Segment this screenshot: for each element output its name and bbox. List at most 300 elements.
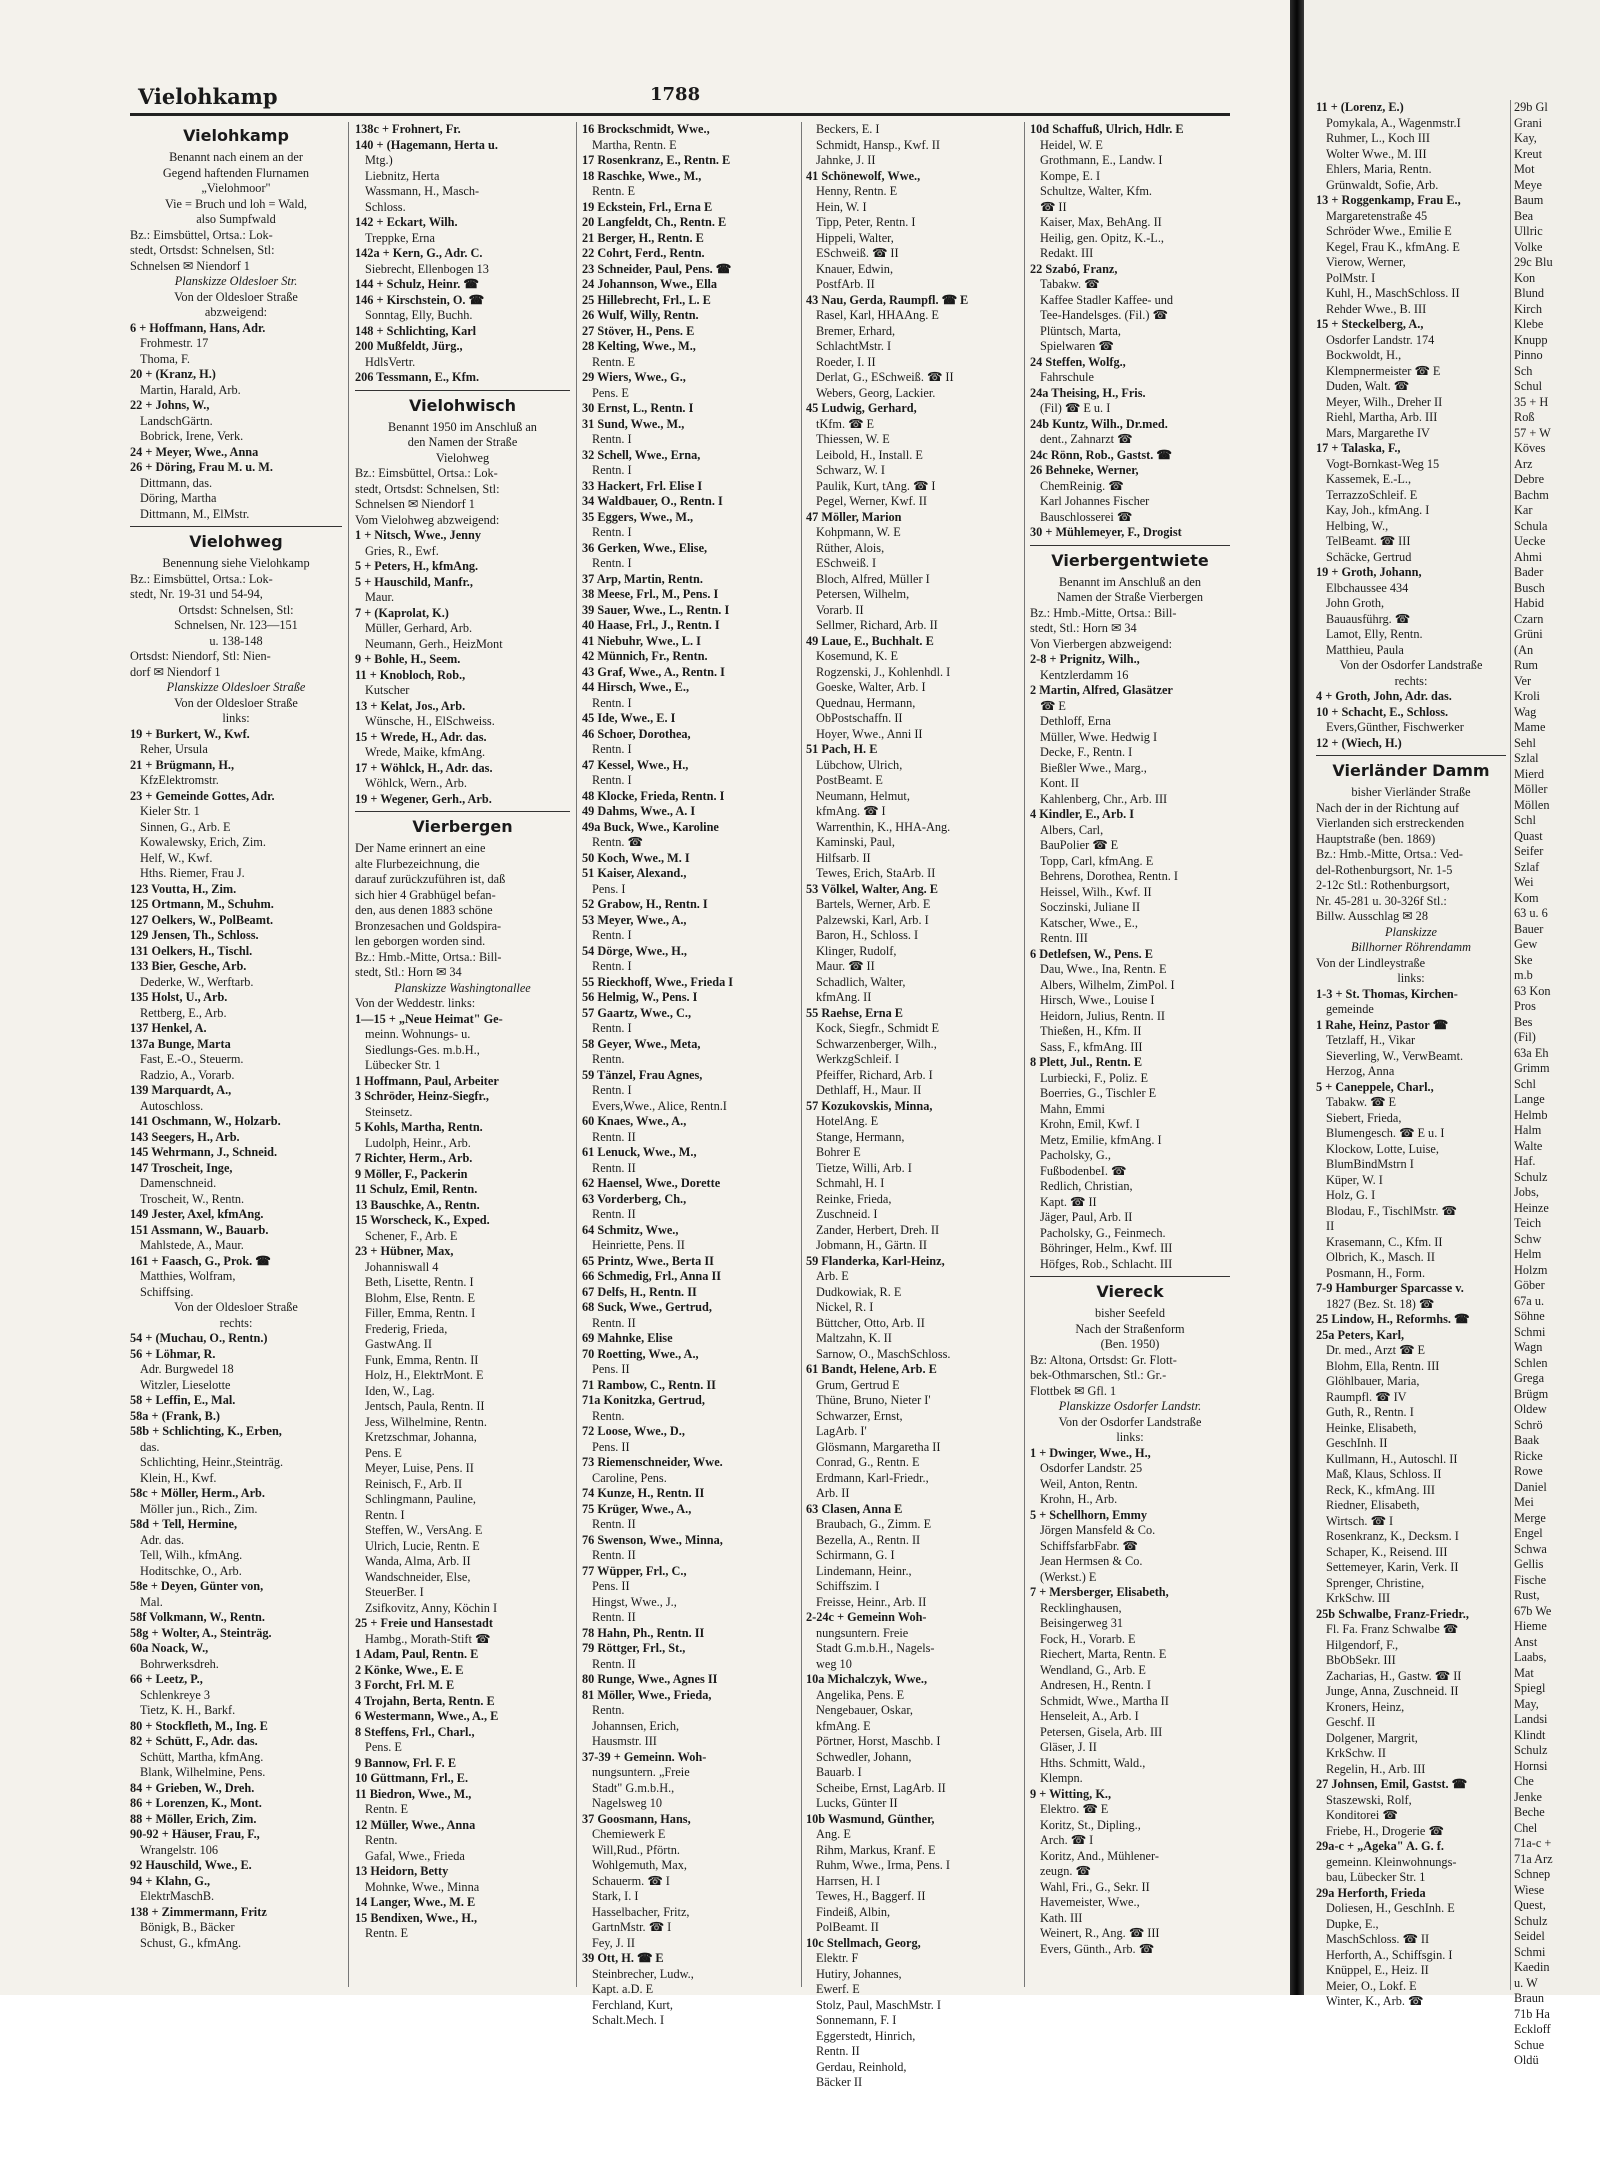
house-entry: 15 + Wrede, H., Adr. das. xyxy=(355,729,487,744)
house-entry: 4 + Groth, John, Adr. das. xyxy=(1316,689,1452,703)
house-entry: 49 Laue, E., Buchhalt. E xyxy=(806,633,934,648)
cut-text-fragment: Grani xyxy=(1514,115,1542,130)
street-note: Nach der Straßenform xyxy=(1075,1321,1185,1336)
cut-text-fragment: Knupp xyxy=(1514,332,1548,347)
directory-column-5 xyxy=(1030,122,1230,1987)
resident-entry: Caroline, Pens. xyxy=(592,1470,667,1485)
resident-entry: Schwarzer, Ernst, xyxy=(816,1408,903,1423)
resident-entry: Rüther, Alois, xyxy=(816,540,885,555)
house-entry: 1 + Nitsch, Wwe., Jenny xyxy=(355,528,481,542)
resident-entry: Rihm, Markus, Kranf. E xyxy=(816,1842,936,1857)
resident-entry: weg 10 xyxy=(816,1656,852,1671)
resident-entry: Petersen, Gisela, Arb. III xyxy=(1040,1724,1163,1739)
resident-entry: Schmidt, Hansp., Kwf. II xyxy=(816,137,940,152)
resident-entry: Kath. III xyxy=(1040,1910,1083,1925)
street-note: Von der Osdorfer Landstraße xyxy=(1058,1414,1202,1429)
house-entry: 142a + Kern, G., Adr. C. xyxy=(355,246,483,260)
resident-entry: Ulrich, Lucie, Rentn. E xyxy=(365,1538,480,1553)
street-note: „Vielohmoor" xyxy=(201,181,271,195)
section-rule xyxy=(1030,1276,1230,1277)
resident-entry: Kroners, Heinz, xyxy=(1326,1699,1405,1714)
resident-entry: Rentn. I xyxy=(592,959,632,973)
resident-entry: Grothmann, E., Landw. I xyxy=(1040,153,1163,167)
resident-entry: Recklinghausen, xyxy=(1040,1600,1122,1615)
resident-entry: Friebe, H., Drogerie ☎ xyxy=(1326,1823,1444,1838)
house-entry: 17 Rosenkranz, E., Rentn. E xyxy=(582,153,731,167)
cut-text-fragment: Schulz xyxy=(1514,1169,1548,1184)
cut-text-fragment: Möller xyxy=(1514,782,1548,796)
resident-entry: Bohrwerksdreh. xyxy=(140,1656,219,1671)
resident-entry: meinn. Wohnungs- u. xyxy=(365,1027,471,1041)
house-entry: 29a-c + „Ageka" A. G. f. xyxy=(1316,1839,1444,1853)
resident-entry: Neumann, Helmut, xyxy=(816,788,910,803)
house-entry: 76 Swenson, Wwe., Minna, xyxy=(582,1532,723,1547)
house-entry: 29a Herforth, Frieda xyxy=(1316,1885,1426,1900)
resident-entry: kfmAng. E xyxy=(816,1718,871,1733)
resident-entry: Winter, K., Arb. ☎ xyxy=(1326,1994,1424,2008)
resident-entry: PolBeamt. II xyxy=(816,1920,879,1934)
resident-entry: Klempn. xyxy=(1040,1771,1083,1785)
resident-entry: Dethloff, Erna xyxy=(1040,714,1111,728)
resident-entry: Dolgener, Margrit, xyxy=(1326,1730,1418,1745)
resident-entry: Siebert, Frieda, xyxy=(1326,1110,1402,1125)
resident-entry: ChemReinig. ☎ xyxy=(1040,478,1124,493)
house-entry: 1-3 + St. Thomas, Kirchen- xyxy=(1316,986,1458,1001)
resident-entry: Hein, W. I xyxy=(816,199,867,214)
resident-entry: Heilig, gen. Opitz, K.-L., xyxy=(1040,230,1164,245)
resident-entry: Pens. E xyxy=(592,385,629,400)
resident-entry: Kutscher xyxy=(365,683,410,697)
house-entry: 1 + Dwinger, Wwe., H., xyxy=(1030,1445,1151,1460)
resident-entry: Pegel, Werner, Kwf. II xyxy=(816,494,927,508)
house-entry: 22 + Johns, W., xyxy=(130,398,210,412)
house-entry: 22 Cohrt, Ferd., Rentn. xyxy=(582,246,705,260)
resident-entry: Bobrick, Irene, Verk. xyxy=(140,429,244,443)
resident-entry: Rentn. I xyxy=(592,463,632,477)
resident-entry: Nengebauer, Oskar, xyxy=(816,1703,914,1717)
street-note: Schnelsen ✉ Niendorf 1 xyxy=(355,497,475,511)
house-entry: 22 Szabó, Franz, xyxy=(1030,261,1118,276)
house-entry: 25 Lindow, H., Reformhs. ☎ xyxy=(1316,1312,1470,1326)
resident-entry: Jess, Wilhelmine, Rentn. xyxy=(365,1414,487,1429)
street-note: Von Vierbergen abzweigend: xyxy=(1030,636,1173,651)
resident-entry: Kassemek, E.-L., xyxy=(1326,472,1412,486)
house-entry: 63 Clasen, Anna E xyxy=(806,1501,903,1516)
resident-entry: Lucks, Günter II xyxy=(816,1796,898,1810)
house-entry: 17 + Talaska, F., xyxy=(1316,441,1401,455)
resident-entry: Schirmann, G. I xyxy=(816,1548,895,1562)
running-title: Vielohkamp xyxy=(138,84,278,109)
house-entry: 11 Schulz, Emil, Rentn. xyxy=(355,1182,478,1196)
resident-entry: Hoditschke, O., Arb. xyxy=(140,1563,242,1578)
resident-entry: Meyer, Luise, Pens. II xyxy=(365,1461,474,1475)
resident-entry: Schlichting, Heinr.,Steinträg. xyxy=(140,1455,284,1469)
house-entry: 11 + Knobloch, Rob., xyxy=(355,667,466,682)
page-number: 1788 xyxy=(650,84,701,105)
house-entry: 2-8 + Prignitz, Wilh., xyxy=(1030,652,1140,666)
resident-entry: Zuschneid. I xyxy=(816,1207,878,1221)
cut-text-fragment: Eckloff xyxy=(1514,2022,1551,2036)
resident-entry: SteuerBer. I xyxy=(365,1585,424,1599)
resident-entry: Redlich, Christian, xyxy=(1040,1179,1133,1193)
resident-entry: Rogzenski, J., Kohlenhdl. I xyxy=(816,664,951,679)
resident-entry: Wünsche, H., ElSchweiss. xyxy=(365,714,495,728)
house-entry: 146 + Kirschstein, O. ☎ xyxy=(355,292,484,307)
cut-text-fragment: Schulz xyxy=(1514,1913,1548,1928)
house-entry: 145 Wehrmann, J., Schneid. xyxy=(130,1145,278,1159)
resident-entry: Blumengesch. ☎ E u. I xyxy=(1326,1126,1445,1140)
resident-entry: Jobmann, H., Gärtn. II xyxy=(816,1238,927,1252)
house-entry: 41 Schönewolf, Wwe., xyxy=(806,168,921,183)
cut-text-fragment: Schue xyxy=(1514,2037,1545,2052)
cut-text-fragment: Volke xyxy=(1514,239,1543,254)
house-entry: 58g + Wolter, A., Steinträg. xyxy=(130,1625,272,1640)
house-entry: 27 Johnsen, Emil, Gastst. ☎ xyxy=(1316,1777,1467,1791)
resident-entry: Kock, Siegfr., Schmidt E xyxy=(816,1021,939,1035)
resident-entry: Elbchaussee 434 xyxy=(1326,580,1409,595)
street-heading: Vielohweg xyxy=(189,532,283,551)
resident-entry: Martha, Rentn. E xyxy=(592,137,677,152)
cut-text-fragment: Rum xyxy=(1514,658,1538,672)
resident-entry: Gries, R., Ewf. xyxy=(365,543,439,558)
house-entry: 137a Bunge, Marta xyxy=(130,1036,231,1051)
house-entry: 80 + Stockfleth, M., Ing. E xyxy=(130,1718,268,1733)
resident-entry: Rosenkranz, K., Decksm. I xyxy=(1326,1529,1459,1543)
resident-entry: ☎ II xyxy=(1040,199,1067,214)
resident-entry: Wohlgemuth, Max, xyxy=(592,1858,687,1872)
street-note: bek-Othmarschen, Stl.: Gr.- xyxy=(1030,1368,1167,1382)
resident-entry: BbObSekr. III xyxy=(1326,1653,1396,1667)
resident-entry: Krohn, H., Arb. xyxy=(1040,1492,1118,1506)
resident-entry: Andresen, H., Rentn. I xyxy=(1040,1678,1151,1692)
resident-entry: Schmidt, Wwe., Martha II xyxy=(1040,1693,1169,1708)
resident-entry: (Werkst.) E xyxy=(1040,1569,1097,1584)
resident-entry: Johannsen, Erich, xyxy=(592,1718,680,1733)
resident-entry: Rentn. II xyxy=(592,1160,636,1175)
resident-entry: Weil, Anton, Rentn. xyxy=(1040,1476,1138,1491)
resident-entry: dent., Zahnarzt ☎ xyxy=(1040,432,1133,446)
resident-entry: Katscher, Wwe., E., xyxy=(1040,915,1138,930)
resident-entry: Höfges, Rob., Schlacht. III xyxy=(1040,1256,1173,1271)
resident-entry: Will,Rud., Pförtn. xyxy=(592,1842,680,1857)
resident-entry: Kuhl, H., MaschSchloss. II xyxy=(1326,286,1460,300)
resident-entry: Hambg., Morath-Stift ☎ xyxy=(365,1631,491,1646)
house-entry: 68 Suck, Wwe., Gertrud, xyxy=(582,1300,712,1314)
house-entry: 24 Steffen, Wolfg., xyxy=(1030,354,1126,369)
house-entry: 10a Michalczyk, Wwe., xyxy=(806,1672,928,1686)
resident-entry: Koritz, And., Mühlener- xyxy=(1040,1848,1159,1863)
resident-entry: Nickel, R. I xyxy=(816,1300,874,1314)
house-entry: 9 Möller, F., Packerin xyxy=(355,1166,468,1181)
resident-entry: Lübchow, Ulrich, xyxy=(816,757,903,772)
cut-text-fragment: Mame xyxy=(1514,720,1546,734)
resident-entry: Hilfsarb. II xyxy=(816,850,871,865)
resident-entry: Schalt.Mech. I xyxy=(592,2013,665,2027)
house-entry: 28 Kelting, Wwe., M., xyxy=(582,339,696,353)
house-entry: 61 Lenuck, Wwe., M., xyxy=(582,1145,697,1159)
resident-entry: Wrede, Maike, kfmAng. xyxy=(365,745,486,759)
resident-entry: Böhringer, Helm., Kwf. III xyxy=(1040,1241,1173,1255)
cut-text-fragment: Uecke xyxy=(1514,534,1546,548)
cut-text-fragment: Kaedin xyxy=(1514,1960,1550,1974)
cut-text-fragment: (Fil) xyxy=(1514,1030,1536,1044)
cut-text-fragment: Sehl xyxy=(1514,735,1536,750)
house-entry: 5 + Hauschild, Manfr., xyxy=(355,574,473,589)
house-entry: 127 Oelkers, W., PolBeamt. xyxy=(130,912,274,927)
street-note: alte Flurbezeichnung, die xyxy=(355,856,480,871)
plan-reference: Planskizze Oldesloer Straße xyxy=(166,680,306,694)
house-entry: 26 Wulf, Willy, Rentn. xyxy=(582,308,699,322)
resident-entry: Sass, F., kfmAng. III xyxy=(1040,1039,1143,1054)
resident-entry: Ruhmer, L., Koch III xyxy=(1326,131,1431,145)
resident-entry: Wahl, Fri., G., Sekr. II xyxy=(1040,1879,1150,1894)
house-entry: 129 Jensen, Th., Schloss. xyxy=(130,928,259,942)
adjacent-page-fragment xyxy=(1304,0,1600,2067)
house-entry: 77 Wüpper, Frl., C., xyxy=(582,1563,687,1578)
resident-entry: Bönigk, B., Bäcker xyxy=(140,1920,235,1934)
resident-entry: Dittmann, das. xyxy=(140,475,213,490)
resident-entry: Guth, R., Rentn. I xyxy=(1326,1405,1414,1419)
house-entry: 1 Rahe, Heinz, Pastor ☎ xyxy=(1316,1017,1448,1032)
house-entry: 58 + Leffin, E., Mal. xyxy=(130,1393,236,1407)
cut-text-fragment: Halm xyxy=(1514,1123,1542,1137)
cut-text-fragment: Sch xyxy=(1514,363,1533,378)
resident-entry: Schütt, Martha, kfmAng. xyxy=(140,1749,264,1764)
resident-entry: Sonntag, Elly, Buchh. xyxy=(365,308,473,322)
street-note: links: xyxy=(1116,1430,1144,1444)
cut-text-fragment: 29c Blu xyxy=(1514,255,1553,269)
resident-entry: TelBeamt. ☎ III xyxy=(1326,534,1411,548)
resident-entry: Treppke, Erna xyxy=(365,230,435,245)
resident-entry: Kretzschmar, Johanna, xyxy=(365,1430,477,1444)
resident-entry: Pomykala, A., Wagenmstr.I xyxy=(1326,115,1461,130)
street-note: Schnelsen, Nr. 123—151 xyxy=(174,618,298,632)
resident-entry: Stadt G.m.b.H., Nagels- xyxy=(816,1641,935,1655)
house-entry: 2 Martin, Alfred, Glasätzer xyxy=(1030,683,1173,697)
resident-entry: WerkzgSchleif. I xyxy=(816,1052,900,1066)
house-entry: 84 + Grieben, W., Dreh. xyxy=(130,1780,255,1795)
resident-entry: Derlat, G., ESchweiß. ☎ II xyxy=(816,370,954,384)
resident-entry: Pens. II xyxy=(592,1362,630,1376)
resident-entry: Fl. Fa. Franz Schwalbe ☎ xyxy=(1326,1622,1459,1636)
resident-entry: Regelin, H., Arb. III xyxy=(1326,1761,1426,1776)
resident-entry: Heissel, Wilh., Kwf. II xyxy=(1040,884,1152,899)
plan-reference: Planskizze Washingtonallee xyxy=(394,980,531,995)
resident-entry: Bohrer E xyxy=(816,1145,861,1159)
resident-entry: Hths. Schmitt, Wald., xyxy=(1040,1755,1146,1770)
house-entry: 13 + Kelat, Jos., Arb. xyxy=(355,698,466,713)
resident-entry: GeschInh. II xyxy=(1326,1436,1388,1450)
resident-entry: Riechert, Marta, Rentn. E xyxy=(1040,1647,1167,1661)
street-note: Benennung siehe Vielohkamp xyxy=(162,556,310,570)
street-note: darauf zurückzuführen ist, daß xyxy=(355,872,506,886)
resident-entry: Lindemann, Heinr., xyxy=(816,1563,912,1578)
house-entry: 79 Röttger, Frl., St., xyxy=(582,1641,686,1655)
street-note: bisher Seefeld xyxy=(1095,1306,1165,1320)
cut-text-fragment: Debre xyxy=(1514,472,1545,486)
resident-entry: GartnMstr. ☎ I xyxy=(592,1920,672,1934)
cut-text-fragment: Seidel xyxy=(1514,1929,1545,1943)
resident-entry: Knüppel, E., Heiz. II xyxy=(1326,1963,1429,1977)
resident-entry: PolMstr. I xyxy=(1326,270,1376,285)
resident-entry: Pörtner, Horst, Maschb. I xyxy=(816,1734,941,1748)
resident-entry: Glösmann, Margaretha II xyxy=(816,1439,941,1454)
house-entry: 12 Müller, Wwe., Anna xyxy=(355,1817,476,1832)
resident-entry: das. xyxy=(140,1439,160,1454)
resident-entry: ☎ E xyxy=(1040,698,1066,713)
resident-entry: Rentn. I xyxy=(592,773,632,787)
cut-text-fragment: Helm xyxy=(1514,1247,1542,1261)
resident-entry: Gafal, Wwe., Frieda xyxy=(365,1848,465,1863)
cut-text-fragment: 57 + W xyxy=(1514,425,1551,440)
cut-text-fragment: Baum xyxy=(1514,193,1544,207)
cut-text-fragment: Wag xyxy=(1514,704,1537,719)
house-entry: 19 + Groth, Johann, xyxy=(1316,565,1422,579)
house-entry: 59 Tänzel, Frau Agnes, xyxy=(582,1067,703,1082)
house-entry: 29 Wiers, Wwe., G., xyxy=(582,370,686,384)
street-note: Der Name erinnert an eine xyxy=(355,841,486,855)
street-note: Von der Oldesloer Straße xyxy=(174,1300,298,1314)
resident-entry: Posmann, H., Form. xyxy=(1326,1265,1426,1280)
street-note: stedt, Ortsdst: Schnelsen, Stl: xyxy=(355,481,500,496)
cut-text-fragment: Rowe xyxy=(1514,1464,1543,1478)
house-entry: 58 Geyer, Wwe., Meta, xyxy=(582,1036,701,1051)
resident-entry: Blohm, Ella, Rentn. III xyxy=(1326,1358,1440,1373)
house-entry: 4 Trojahn, Berta, Rentn. E xyxy=(355,1693,495,1708)
resident-entry: Rentn. E xyxy=(592,184,636,198)
resident-entry: Arb. E xyxy=(816,1269,849,1283)
house-entry: 7 Richter, Herm., Arb. xyxy=(355,1151,473,1165)
cut-text-fragment: Braun xyxy=(1514,1991,1545,2005)
resident-entry: Koritz, St., Dipling., xyxy=(1040,1817,1141,1832)
house-entry: 65 Printz, Wwe., Berta II xyxy=(582,1253,714,1268)
resident-entry: Mal. xyxy=(140,1594,163,1609)
cut-text-fragment: Czarn xyxy=(1514,611,1544,626)
resident-entry: Mohnke, Wwe., Minna xyxy=(365,1879,480,1894)
house-entry: 27 Stöver, H., Pens. E xyxy=(582,323,695,338)
resident-entry: Grünwaldt, Sofie, Arb. xyxy=(1326,177,1439,192)
adjacent-page-cut-column xyxy=(1514,100,1600,2067)
resident-entry: Fast, E.-O., Steuerm. xyxy=(140,1052,244,1066)
resident-entry: Dederke, W., Werftarb. xyxy=(140,974,254,989)
resident-entry: Hausmstr. III xyxy=(592,1734,657,1748)
cut-text-fragment: 67b We xyxy=(1514,1603,1552,1618)
resident-entry: Knauer, Edwin, xyxy=(816,261,894,276)
resident-entry: Weinert, R., Ang. ☎ III xyxy=(1040,1926,1160,1940)
directory-column-4 xyxy=(806,122,1019,2089)
cut-text-fragment: Szlaf xyxy=(1514,859,1540,874)
house-entry: 21 + Brügmann, H., xyxy=(130,757,235,772)
house-entry: 6 + Hoffmann, Hans, Adr. xyxy=(130,320,266,335)
resident-entry: Topp, Carl, kfmAng. E xyxy=(1040,853,1154,868)
house-entry: 36 Gerken, Wwe., Elise, xyxy=(582,540,708,555)
resident-entry: Conrad, G., Rentn. E xyxy=(816,1455,920,1469)
house-entry: 74 Kunze, H., Rentn. II xyxy=(582,1486,705,1500)
resident-entry: Schauerm. ☎ I xyxy=(592,1873,670,1888)
house-entry: 45 Ide, Wwe., E. I xyxy=(582,711,676,725)
resident-entry: Findeiß, Albin, xyxy=(816,1904,891,1919)
resident-entry: Rentn. I xyxy=(592,556,632,570)
house-entry: 56 Helmig, W., Pens. I xyxy=(582,990,698,1004)
house-entry: 40 Haase, Frl., J., Rentn. I xyxy=(582,618,720,632)
resident-entry: Kapt. ☎ II xyxy=(1040,1194,1097,1209)
street-note: Benannt nach einem an der xyxy=(169,150,303,164)
house-entry: 10b Wasmund, Günther, xyxy=(806,1811,935,1826)
resident-entry: Rettberg, E., Arb. xyxy=(140,1005,227,1020)
street-note: links: xyxy=(1397,971,1425,985)
cut-text-fragment: Kom xyxy=(1514,890,1539,905)
resident-entry: Stadt" G.m.b.H., xyxy=(592,1780,675,1795)
house-entry: 6 Detlefsen, W., Pens. E xyxy=(1030,946,1153,961)
resident-entry: Frederig, Frieda, xyxy=(365,1321,448,1336)
resident-entry: Tietz, K. H., Barkf. xyxy=(140,1703,236,1717)
resident-entry: Hutiry, Johannes, xyxy=(816,1966,902,1981)
house-entry: 123 Voutta, H., Zim. xyxy=(130,881,237,896)
resident-entry: Ludolph, Heinr., Arb. xyxy=(365,1135,471,1150)
resident-entry: Sinnen, G., Arb. E xyxy=(140,819,231,834)
resident-entry: Rentn. xyxy=(592,1052,625,1066)
cut-text-fragment: Schl xyxy=(1514,813,1536,827)
house-entry: 90-92 + Häuser, Frau, F., xyxy=(130,1827,260,1841)
house-entry: 58a + (Frank, B.) xyxy=(130,1408,221,1423)
house-entry: 41 Niebuhr, Wwe., L. I xyxy=(582,633,701,648)
house-entry: 24a Theising, H., Fris. xyxy=(1030,385,1146,400)
cut-text-fragment: Pinno xyxy=(1514,348,1543,362)
resident-entry: Plüntsch, Marta, xyxy=(1040,323,1121,338)
house-entry: 7-9 Hamburger Sparcasse v. xyxy=(1316,1281,1464,1295)
street-note: stedt, Ortsdst: Schnelsen, Stl: xyxy=(130,243,275,257)
resident-entry: Dr. med., Arzt ☎ E xyxy=(1326,1343,1425,1357)
resident-entry: Rentn. I xyxy=(592,695,632,710)
house-entry: 56 + Löhmar, R. xyxy=(130,1346,216,1361)
resident-entry: Kohpmann, W. E xyxy=(816,525,901,539)
resident-entry: Fey, J. II xyxy=(592,1935,635,1950)
resident-entry: Maß, Klaus, Schloss. II xyxy=(1326,1467,1442,1481)
cut-text-fragment: Klebe xyxy=(1514,317,1544,331)
resident-entry: Krohn, Emil, Kwf. I xyxy=(1040,1117,1140,1131)
section-rule xyxy=(355,811,570,812)
resident-entry: Reher, Ursula xyxy=(140,742,208,756)
cut-text-fragment: Chel xyxy=(1514,1820,1538,1835)
street-heading: Vierbergen xyxy=(412,817,513,836)
house-entry: 57 Kozukovskis, Minna, xyxy=(806,1098,933,1113)
house-entry: 25b Schwalbe, Franz-Friedr., xyxy=(1316,1606,1469,1621)
resident-entry: Maur. ☎ II xyxy=(816,959,875,973)
street-note: Von der Osdorfer Landstraße xyxy=(1339,658,1483,672)
house-entry: 66 Schmedig, Frl., Anna II xyxy=(582,1269,722,1283)
resident-entry: Schust, G., kfmAng. xyxy=(140,1935,242,1950)
cut-text-fragment: Ahmi xyxy=(1514,549,1543,564)
adjacent-page-column xyxy=(1316,100,1506,2008)
house-entry: 7 + (Kaprolat, K.) xyxy=(355,605,449,620)
street-note: stedt, Nr. 19-31 und 54-94, xyxy=(130,587,263,601)
cut-text-fragment: Oldew xyxy=(1514,1402,1547,1416)
house-entry: 54 Dörge, Wwe., H., xyxy=(582,943,687,958)
resident-entry: Pens. I xyxy=(592,881,626,896)
house-entry: 141 Oschmann, W., Holzarb. xyxy=(130,1114,281,1128)
resident-entry: Angelika, Pens. E xyxy=(816,1687,905,1702)
house-entry: 25 Hillebrecht, Frl., L. E xyxy=(582,292,711,307)
house-entry: 151 Assmann, W., Bauarb. xyxy=(130,1222,269,1237)
street-note: bisher Vierländer Straße xyxy=(1351,785,1471,799)
resident-entry: Wanda, Alma, Arb. II xyxy=(365,1554,471,1568)
plan-reference: Billhorner Röhrendamm xyxy=(1350,940,1472,954)
resident-entry: Rentn. II xyxy=(592,1656,636,1671)
house-entry: 81 Möller, Wwe., Frieda, xyxy=(582,1687,712,1702)
cut-text-fragment: Söhne xyxy=(1514,1309,1545,1323)
resident-entry: ObPostschaffn. II xyxy=(816,711,903,725)
resident-entry: Holz, G. I xyxy=(1326,1188,1376,1202)
